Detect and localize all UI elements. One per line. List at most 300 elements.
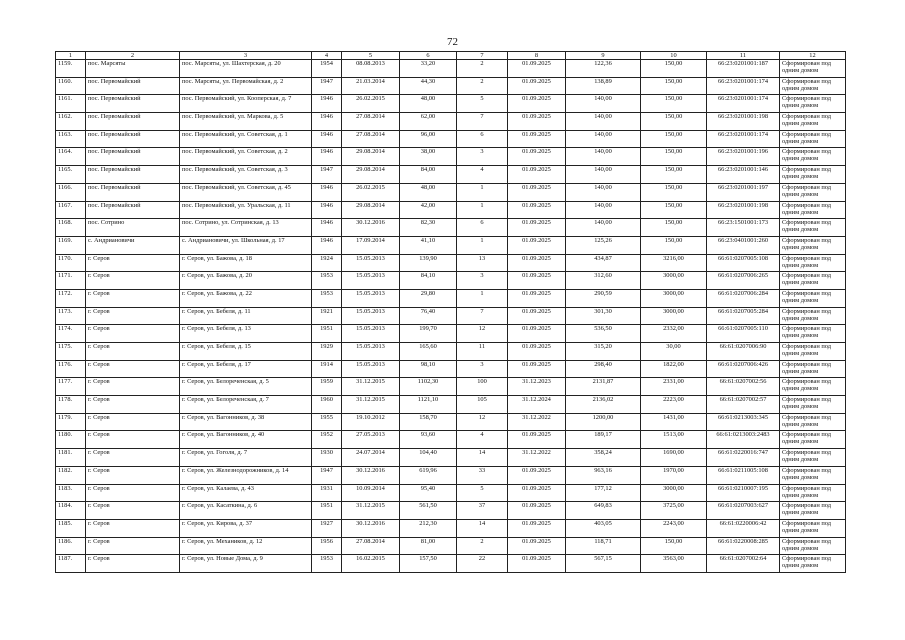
table-row [56,60,846,78]
table-row [56,236,846,254]
area-cell: 84,00 [400,166,457,184]
row-number-cell: 1169. [56,236,86,254]
settlement-cell: г. Серов [86,254,180,272]
settlement-cell: г. Серов [86,307,180,325]
year-built-cell: 1960 [312,396,342,414]
table-row [56,325,846,343]
amount-cell: 118,71 [566,537,641,555]
note-cell: Сформирован под одним домом [780,519,846,537]
deadline-cell: 01.09.2025 [508,466,566,484]
land-area-cell: 2223,00 [641,396,707,414]
address-cell: г. Серов, ул. Вагонников, д. 40 [180,431,312,449]
area-cell: 104,40 [400,449,457,467]
note-cell: Сформирован под одним домом [780,343,846,361]
address-cell: г. Серов, ул. Бажова, д. 20 [180,272,312,290]
residents-cell: 1 [457,289,508,307]
land-area-cell: 1513,00 [641,431,707,449]
land-area-cell: 3725,00 [641,502,707,520]
settlement-cell: г. Серов [86,343,180,361]
table-row [56,272,846,290]
amount-cell: 140,00 [566,201,641,219]
year-built-cell: 1947 [312,77,342,95]
date-cell: 24.07.2014 [342,449,400,467]
cadastral-number-cell: 66:23:0201001:146 [707,166,780,184]
note-cell: Сформирован под одним домом [780,466,846,484]
residents-cell: 100 [457,378,508,396]
deadline-cell: 01.09.2025 [508,130,566,148]
note-cell: Сформирован под одним домом [780,113,846,131]
land-area-cell: 30,00 [641,343,707,361]
deadline-cell: 01.09.2025 [508,555,566,573]
land-area-cell: 2332,00 [641,325,707,343]
settlement-cell: пос. Первомайский [86,77,180,95]
address-cell: пос. Марсяты, ул. Шахтерская, д. 20 [180,60,312,78]
row-number-cell: 1178. [56,396,86,414]
residents-cell: 12 [457,413,508,431]
area-cell: 62,00 [400,113,457,131]
date-cell: 15.05.2013 [342,272,400,290]
date-cell: 27.08.2014 [342,113,400,131]
settlement-cell: г. Серов [86,378,180,396]
area-cell: 33,20 [400,60,457,78]
area-cell: 199,70 [400,325,457,343]
row-number-cell: 1162. [56,113,86,131]
area-cell: 82,30 [400,219,457,237]
year-built-cell: 1947 [312,166,342,184]
settlement-cell: пос. Марсяты [86,60,180,78]
year-built-cell: 1956 [312,537,342,555]
cadastral-number-cell: 66:61:0213003:2483 [707,431,780,449]
row-number-cell: 1177. [56,378,86,396]
note-cell: Сформирован под одним домом [780,77,846,95]
year-built-cell: 1946 [312,183,342,201]
date-cell: 29.08.2014 [342,166,400,184]
residents-cell: 2 [457,537,508,555]
land-area-cell: 3000,00 [641,484,707,502]
cadastral-number-cell: 66:23:0201001:174 [707,95,780,113]
deadline-cell: 01.09.2025 [508,360,566,378]
cadastral-number-cell: 66:61:0207005:284 [707,307,780,325]
row-number-cell: 1160. [56,77,86,95]
note-cell: Сформирован под одним домом [780,307,846,325]
settlement-cell: г. Серов [86,431,180,449]
note-cell: Сформирован под одним домом [780,537,846,555]
address-cell: г. Серов, ул. Железнодорожников, д. 14 [180,466,312,484]
amount-cell: 403,05 [566,519,641,537]
settlement-cell: пос. Первомайский [86,201,180,219]
cadastral-number-cell: 66:61:0207002:57 [707,396,780,414]
year-built-cell: 1946 [312,113,342,131]
date-cell: 15.05.2013 [342,289,400,307]
table-row [56,307,846,325]
settlement-cell: г. Серов [86,537,180,555]
year-built-cell: 1924 [312,254,342,272]
year-built-cell: 1953 [312,289,342,307]
deadline-cell: 01.09.2025 [508,219,566,237]
amount-cell: 189,17 [566,431,641,449]
date-cell: 17.09.2014 [342,236,400,254]
note-cell: Сформирован под одним домом [780,95,846,113]
note-cell: Сформирован под одним домом [780,219,846,237]
land-area-cell: 150,00 [641,113,707,131]
table-row [56,113,846,131]
date-cell: 30.12.2016 [342,519,400,537]
area-cell: 139,90 [400,254,457,272]
date-cell: 27.05.2013 [342,431,400,449]
column-number-cell: 5 [342,52,400,60]
amount-cell: 138,89 [566,77,641,95]
note-cell: Сформирован под одним домом [780,289,846,307]
column-number-cell: 2 [86,52,180,60]
cadastral-number-cell: 66:23:0201001:196 [707,148,780,166]
date-cell: 16.02.2015 [342,555,400,573]
deadline-cell: 01.09.2025 [508,325,566,343]
land-area-cell: 1822,00 [641,360,707,378]
settlement-cell: с. Андриановичи [86,236,180,254]
note-cell: Сформирован под одним домом [780,413,846,431]
land-area-cell: 150,00 [641,219,707,237]
year-built-cell: 1946 [312,130,342,148]
settlement-cell: пос. Сотрино [86,219,180,237]
year-built-cell: 1954 [312,60,342,78]
cadastral-number-cell: 66:23:0201001:198 [707,113,780,131]
address-cell: г. Серов, ул. Калаева, д. 43 [180,484,312,502]
note-cell: Сформирован под одним домом [780,431,846,449]
area-cell: 1102,30 [400,378,457,396]
land-area-cell: 3000,00 [641,272,707,290]
year-built-cell: 1947 [312,466,342,484]
note-cell: Сформирован под одним домом [780,272,846,290]
date-cell: 26.02.2015 [342,95,400,113]
note-cell: Сформирован под одним домом [780,325,846,343]
area-cell: 48,00 [400,95,457,113]
row-number-cell: 1170. [56,254,86,272]
year-built-cell: 1929 [312,343,342,361]
amount-cell: 140,00 [566,166,641,184]
note-cell: Сформирован под одним домом [780,396,846,414]
land-area-cell: 1970,00 [641,466,707,484]
date-cell: 27.08.2014 [342,130,400,148]
area-cell: 165,60 [400,343,457,361]
deadline-cell: 01.09.2025 [508,77,566,95]
year-built-cell: 1953 [312,272,342,290]
amount-cell: 177,12 [566,484,641,502]
address-cell: г. Серов, ул. Новые Дома, д. 9 [180,555,312,573]
deadline-cell: 01.09.2025 [508,166,566,184]
settlement-cell: г. Серов [86,519,180,537]
note-cell: Сформирован под одним домом [780,166,846,184]
residents-cell: 13 [457,254,508,272]
amount-cell: 290,59 [566,289,641,307]
page-number: 72 [447,36,458,48]
residents-cell: 5 [457,484,508,502]
date-cell: 29.08.2014 [342,201,400,219]
table-row [56,555,846,573]
address-cell: г. Серов, ул. Гоголя, д. 7 [180,449,312,467]
row-number-cell: 1168. [56,219,86,237]
year-built-cell: 1959 [312,378,342,396]
cadastral-number-cell: 66:61:0207006:90 [707,343,780,361]
table-row [56,537,846,555]
note-cell: Сформирован под одним домом [780,555,846,573]
cadastral-number-cell: 66:23:0201001:198 [707,201,780,219]
address-cell: пос. Первомайский, ул. Советская, д. 3 [180,166,312,184]
table-row [56,166,846,184]
row-number-cell: 1176. [56,360,86,378]
amount-cell: 536,50 [566,325,641,343]
address-cell: с. Андриановичи, ул. Школьная, д. 17 [180,236,312,254]
amount-cell: 140,00 [566,183,641,201]
column-number-cell: 9 [566,52,641,60]
row-number-cell: 1171. [56,272,86,290]
deadline-cell: 01.09.2025 [508,431,566,449]
residents-cell: 105 [457,396,508,414]
cadastral-number-cell: 66:61:0220016:747 [707,449,780,467]
column-number-cell: 6 [400,52,457,60]
settlement-cell: г. Серов [86,413,180,431]
note-cell: Сформирован под одним домом [780,60,846,78]
date-cell: 10.09.2014 [342,484,400,502]
address-cell: г. Серов, ул. Вагонников, д. 38 [180,413,312,431]
cadastral-number-cell: 66:61:0220008:285 [707,537,780,555]
area-cell: 212,30 [400,519,457,537]
residents-cell: 7 [457,113,508,131]
amount-cell: 315,20 [566,343,641,361]
row-number-cell: 1179. [56,413,86,431]
cadastral-number-cell: 66:61:0207006:265 [707,272,780,290]
column-number-cell: 1 [56,52,86,60]
deadline-cell: 01.09.2025 [508,254,566,272]
deadline-cell: 01.09.2025 [508,60,566,78]
note-cell: Сформирован под одним домом [780,148,846,166]
deadline-cell: 01.09.2025 [508,201,566,219]
residents-cell: 7 [457,307,508,325]
settlement-cell: пос. Первомайский [86,130,180,148]
settlement-cell: пос. Первомайский [86,95,180,113]
settlement-cell: г. Серов [86,325,180,343]
table-row [56,396,846,414]
cadastral-number-cell: 66:23:0201001:187 [707,60,780,78]
area-cell: 95,40 [400,484,457,502]
settlement-cell: г. Серов [86,272,180,290]
row-number-cell: 1180. [56,431,86,449]
amount-cell: 2131,87 [566,378,641,396]
year-built-cell: 1951 [312,502,342,520]
table-row [56,502,846,520]
amount-cell: 140,00 [566,219,641,237]
residents-cell: 6 [457,130,508,148]
amount-cell: 2136,02 [566,396,641,414]
row-number-cell: 1172. [56,289,86,307]
date-cell: 15.05.2013 [342,307,400,325]
amount-cell: 358,24 [566,449,641,467]
cadastral-number-cell: 66:61:0220006:42 [707,519,780,537]
row-number-cell: 1166. [56,183,86,201]
deadline-cell: 01.09.2025 [508,343,566,361]
area-cell: 98,10 [400,360,457,378]
row-number-cell: 1161. [56,95,86,113]
date-cell: 31.12.2015 [342,396,400,414]
table-row [56,148,846,166]
year-built-cell: 1921 [312,307,342,325]
settlement-cell: г. Серов [86,502,180,520]
residents-cell: 5 [457,95,508,113]
residents-cell: 37 [457,502,508,520]
residents-cell: 14 [457,449,508,467]
column-number-cell: 7 [457,52,508,60]
column-number-cell: 3 [180,52,312,60]
cadastral-number-cell: 66:61:0207002:56 [707,378,780,396]
residents-cell: 3 [457,148,508,166]
note-cell: Сформирован под одним домом [780,378,846,396]
area-cell: 29,80 [400,289,457,307]
row-number-cell: 1181. [56,449,86,467]
date-cell: 19.10.2012 [342,413,400,431]
address-cell: г. Серов, ул. Бебеля, д. 11 [180,307,312,325]
cadastral-number-cell: 66:61:0207006:426 [707,360,780,378]
settlement-cell: г. Серов [86,289,180,307]
row-number-cell: 1184. [56,502,86,520]
residents-cell: 22 [457,555,508,573]
note-cell: Сформирован под одним домом [780,254,846,272]
date-cell: 31.12.2015 [342,378,400,396]
residents-cell: 14 [457,519,508,537]
year-built-cell: 1927 [312,519,342,537]
area-cell: 44,30 [400,77,457,95]
residents-cell: 4 [457,431,508,449]
cadastral-number-cell: 66:61:0207005:108 [707,254,780,272]
row-number-cell: 1187. [56,555,86,573]
residents-cell: 1 [457,236,508,254]
cadastral-number-cell: 66:61:0211005:108 [707,466,780,484]
area-cell: 48,00 [400,183,457,201]
row-number-cell: 1163. [56,130,86,148]
date-cell: 15.05.2013 [342,325,400,343]
amount-cell: 140,00 [566,113,641,131]
table-row [56,413,846,431]
column-number-cell: 8 [508,52,566,60]
amount-cell: 140,00 [566,148,641,166]
year-built-cell: 1946 [312,219,342,237]
cadastral-number-cell: 66:61:0213003:345 [707,413,780,431]
row-number-cell: 1175. [56,343,86,361]
table-row [56,130,846,148]
note-cell: Сформирован под одним домом [780,130,846,148]
settlement-cell: пос. Первомайский [86,148,180,166]
table-row [56,466,846,484]
settlement-cell: г. Серов [86,360,180,378]
residents-cell: 4 [457,166,508,184]
date-cell: 15.05.2013 [342,254,400,272]
address-cell: пос. Первомайский, ул. Советская, д. 1 [180,130,312,148]
deadline-cell: 01.09.2025 [508,502,566,520]
column-number-cell: 12 [780,52,846,60]
amount-cell: 963,16 [566,466,641,484]
cadastral-number-cell: 66:23:0401001:260 [707,236,780,254]
land-area-cell: 150,00 [641,130,707,148]
year-built-cell: 1952 [312,431,342,449]
note-cell: Сформирован под одним домом [780,201,846,219]
address-cell: г. Серов, ул. Бажова, д. 18 [180,254,312,272]
deadline-cell: 01.09.2025 [508,183,566,201]
table-row [56,360,846,378]
residents-cell: 3 [457,272,508,290]
land-area-cell: 3000,00 [641,289,707,307]
table-row [56,183,846,201]
table-row [56,77,846,95]
date-cell: 31.12.2015 [342,502,400,520]
area-cell: 81,00 [400,537,457,555]
date-cell: 08.08.2013 [342,60,400,78]
year-built-cell: 1914 [312,360,342,378]
column-number-cell: 11 [707,52,780,60]
residents-cell: 1 [457,201,508,219]
cadastral-number-cell: 66:23:0201001:174 [707,130,780,148]
note-cell: Сформирован под одним домом [780,236,846,254]
amount-cell: 649,83 [566,502,641,520]
settlement-cell: пос. Первомайский [86,166,180,184]
residents-cell: 2 [457,60,508,78]
address-cell: пос. Марсяты, ул. Первомайская, д. 2 [180,77,312,95]
residents-cell: 6 [457,219,508,237]
deadline-cell: 01.09.2025 [508,272,566,290]
column-number-cell: 4 [312,52,342,60]
area-cell: 93,60 [400,431,457,449]
land-area-cell: 2243,00 [641,519,707,537]
note-cell: Сформирован под одним домом [780,449,846,467]
area-cell: 41,10 [400,236,457,254]
address-cell: пос. Первомайский, ул. Кооперская, д. 7 [180,95,312,113]
area-cell: 96,00 [400,130,457,148]
table-row [56,519,846,537]
deadline-cell: 31.12.2023 [508,378,566,396]
date-cell: 29.08.2014 [342,148,400,166]
residents-cell: 33 [457,466,508,484]
area-cell: 158,70 [400,413,457,431]
address-cell: г. Серов, ул. Бебеля, д. 17 [180,360,312,378]
date-cell: 26.02.2015 [342,183,400,201]
address-cell: пос. Первомайский, ул. Маркова, д. 5 [180,113,312,131]
land-area-cell: 2331,00 [641,378,707,396]
year-built-cell: 1931 [312,484,342,502]
deadline-cell: 01.09.2025 [508,289,566,307]
area-cell: 38,00 [400,148,457,166]
cadastral-number-cell: 66:23:1501001:173 [707,219,780,237]
cadastral-number-cell: 66:61:0207002:64 [707,555,780,573]
deadline-cell: 31.12.2022 [508,413,566,431]
land-area-cell: 150,00 [641,537,707,555]
deadline-cell: 01.09.2025 [508,113,566,131]
table-body [56,52,846,573]
year-built-cell: 1946 [312,236,342,254]
residents-cell: 11 [457,343,508,361]
address-cell: г. Серов, ул. Касаткина, д. 6 [180,502,312,520]
cadastral-number-cell: 66:61:0207006:284 [707,289,780,307]
amount-cell: 567,15 [566,555,641,573]
date-cell: 15.05.2013 [342,343,400,361]
amount-cell: 301,30 [566,307,641,325]
column-number-cell: 10 [641,52,707,60]
row-number-cell: 1165. [56,166,86,184]
area-cell: 561,50 [400,502,457,520]
row-number-cell: 1174. [56,325,86,343]
cadastral-number-cell: 66:61:0207003:627 [707,502,780,520]
address-cell: пос. Первомайский, ул. Советская, д. 45 [180,183,312,201]
year-built-cell: 1946 [312,201,342,219]
amount-cell: 140,00 [566,130,641,148]
land-area-cell: 150,00 [641,95,707,113]
area-cell: 84,10 [400,272,457,290]
